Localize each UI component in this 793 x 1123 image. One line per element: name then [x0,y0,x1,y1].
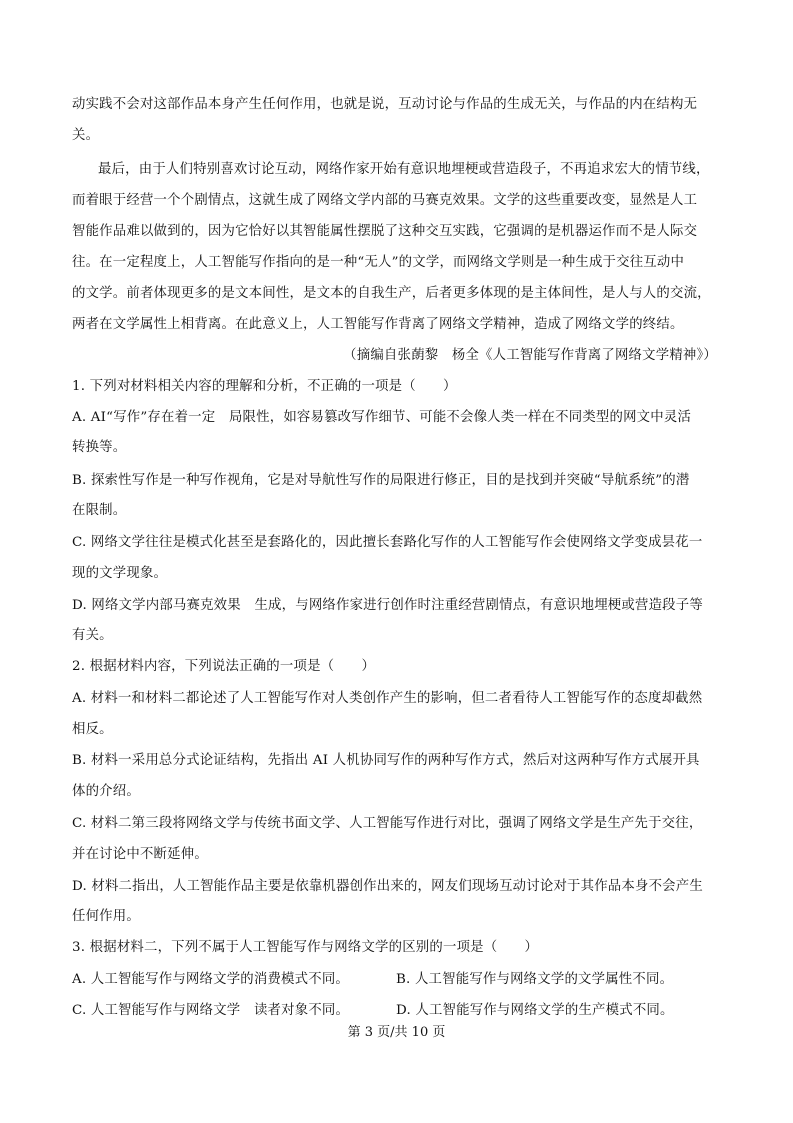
option-c: C. 材料二第三段将网络文学与传统书面文学、人工智能写作进行对比，强调了网络文学是生产先于交往， [72,816,703,831]
option-b-cont: 在限制。 [72,503,127,518]
option-d-cont: 有关。 [72,628,113,643]
option-d: D. 网络文学内部马赛克效果 生成，与网络作家进行创作时注重经营剧情点，有意识地埋梗或营造段子等 [72,598,703,613]
question-stem: 3. 根据材料二，下列不属于人工智能写作与网络文学的区别的一项是（ ） [72,940,539,955]
option-a: A. AI“写作”存在着一定 局限性，如容易篡改写作细节、可能不会像人类一样在不同类型的网文中灵活 [72,410,692,425]
passage-line: 动实践不会对这部作品本身产生任何作用，也就是说，互动讨论与作品的生成无关，与作品的内在结构无 [72,97,698,112]
passage-line: 的文学。前者体现更多的是文本间性，是文本的自我生产，后者更多体现的是主体间性，是人与人的交流， [72,286,711,301]
passage-line: 关。 [72,128,100,143]
option-c: C. 人工智能写作与网络文学 读者对象不同。 [72,1003,350,1018]
option-a-cont: 转换等。 [72,440,127,455]
passage-line: 最后，由于人们特别喜欢讨论互动，网络作家开始有意识地埋梗或营造段子，不再追求宏大的情节线， [98,162,710,177]
option-c-cont: 现的文学现象。 [72,566,168,581]
passage-line: 往。在一定程度上，人工智能写作指向的是一种“无人”的文学，而网络文学则是一种生成于交往互动中 [72,255,685,270]
option-b: B. 探索性写作是一种写作视角，它是对导航性写作的局限进行修正，目的是找到并突破“导航系统”的潜 [72,473,690,488]
page-number-footer: 第 3 页/共 10 页 [347,1025,446,1040]
passage-line: 两者在文学属性上相背离。在此意义上，人工智能写作背离了网络文学精神，造成了网络文学的终结。 [72,317,684,332]
option-d: D. 材料二指出，人工智能作品主要是依靠机器创作出来的，网友们现场互动讨论对于其作品本身不会产生 [72,879,703,894]
question-stem: 1. 下列对材料相关内容的理解和分析，不正确的一项是（ ） [72,379,457,394]
option-a: A. 材料一和材料二都论述了人工智能写作对人类创作产生的影响，但二者看待人工智能写作的态度却截然 [72,691,703,706]
option-d-cont: 任何作用。 [72,909,140,924]
option-d: D. 人工智能写作与网络文学的生产模式不同。 [396,1003,674,1018]
source-citation: （摘编自张蓢黎 杨全《人工智能写作背离了网络文学精神》） [343,348,717,363]
option-b: B. 材料一采用总分式论证结构，先指出 AI 人机协同写作的两种写作方式，然后对这两种写作方式展开具 [72,753,700,768]
option-c: C. 网络文学往往是模式化甚至是套路化的，因此擅长套路化写作的人工智能写作会使网络文学变成昙花一 [72,535,703,550]
option-a-cont: 相反。 [72,722,113,737]
option-a: A. 人工智能写作与网络文学的消费模式不同。 [72,972,350,987]
option-c-cont: 并在讨论中不断延伸。 [72,847,208,862]
option-b-cont: 体的介绍。 [72,784,140,799]
question-stem: 2. 根据材料内容，下列说法正确的一项是（ ） [72,659,376,674]
passage-line: 智能作品难以做到的，因为它恰好以其智能属性摆脱了这种交互实践，它强调的是机器运作而不是人际交 [72,224,698,239]
passage-line: 而着眼于经营一个个剧情点，这就生成了网络文学内部的马赛克效果。文学的这些重要改变，显然是人工 [72,193,698,208]
option-b: B. 人工智能写作与网络文学的文学属性不同。 [396,972,674,987]
